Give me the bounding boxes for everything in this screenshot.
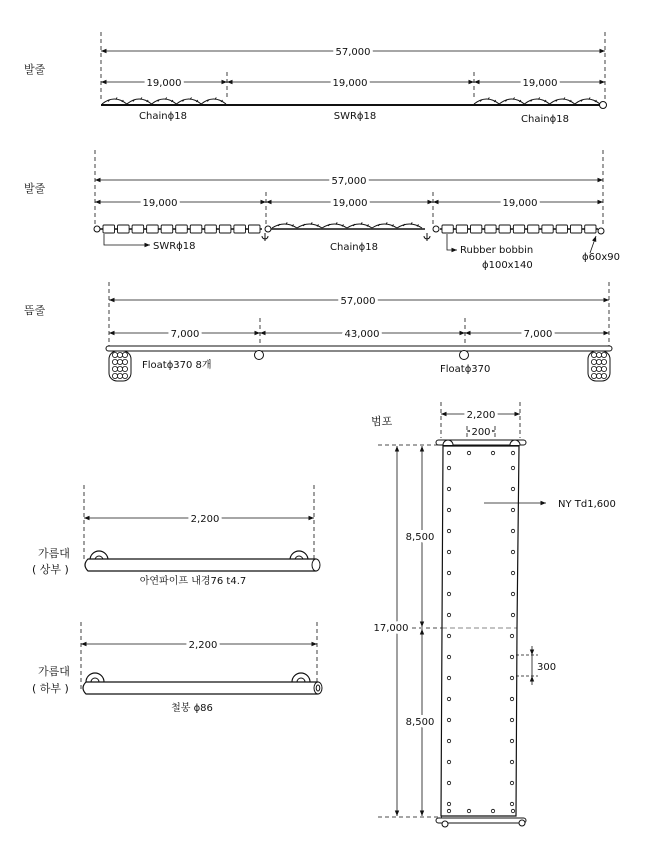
float-icon (255, 351, 264, 360)
rope1-label-mid: SWRϕ18 (333, 111, 377, 122)
rope2-seg3: 19,000 (502, 198, 538, 209)
float-rope-diagram (24, 282, 612, 381)
rope1-diagram (24, 32, 607, 125)
float-rope-line (106, 346, 612, 351)
rope2-label-bobbin: Rubber bobbin (460, 245, 534, 256)
float-bundle-left (109, 351, 131, 381)
bar-lower-side-label: 가름대 (38, 665, 70, 678)
bar-lower-dimension: 2,200 (188, 640, 218, 651)
rope1-side-label: 발줄 (24, 63, 46, 76)
sail-material: NY Td1,600 (558, 499, 616, 510)
bar-upper-side-label: 가름대 (38, 547, 70, 560)
rope2-side-label: 발줄 (24, 182, 46, 195)
shackle-icon (424, 233, 430, 241)
bar-upper-caption: 아연파이프 내경76 t4.7 (139, 576, 247, 587)
rope2-swr-bobbins (103, 225, 260, 233)
float-rope-seg3: 7,000 (523, 329, 553, 340)
sail-height-lower: 8,500 (405, 717, 435, 728)
rope1-seg3: 19,000 (522, 78, 558, 89)
sail-diagram (371, 402, 616, 827)
sail-height-total: 17,000 (373, 623, 409, 634)
float-rope-total: 57,000 (340, 296, 376, 307)
rope1-end-ring (600, 102, 607, 109)
rope2-seg1: 19,000 (142, 198, 178, 209)
sail-hole-pitch: 300 (537, 662, 557, 673)
sail-width: 2,200 (466, 410, 496, 421)
bar-upper-dimension: 2,200 (190, 514, 220, 525)
sail-hole-spacing: 200 (471, 427, 491, 438)
rope1-label-left: Chainϕ18 (139, 111, 187, 122)
bar-upper-side-sub: ( 상부 ) (32, 563, 69, 576)
rope2-label-chain: Chainϕ18 (330, 242, 378, 253)
rope2-seg2: 19,000 (332, 198, 368, 209)
rope1-seg2: 19,000 (332, 78, 368, 89)
shackle-icon (262, 233, 268, 241)
bar-upper-pipe (85, 559, 319, 571)
rope2-label-end: ϕ60x90 (582, 252, 620, 263)
float-rope-label-left: Floatϕ370 8개 (142, 360, 212, 371)
rope2-diagram (24, 150, 620, 271)
bar-upper-diagram (32, 485, 320, 587)
float-rope-seg1: 7,000 (170, 329, 200, 340)
rope2-rubber-bobbins (442, 225, 596, 233)
rope1-chain-right (474, 98, 600, 105)
sail-height-upper: 8,500 (405, 532, 435, 543)
rope2-chain (272, 222, 422, 228)
bar-lower-caption: 철봉 ϕ86 (171, 703, 213, 714)
rope2-label-swr: SWRϕ18 (153, 241, 196, 252)
bar-lower-diagram (32, 622, 322, 714)
bar-lower-rod (83, 682, 321, 694)
float-icon (460, 351, 469, 360)
rope1-label-right: Chainϕ18 (521, 114, 569, 125)
rope2-total: 57,000 (331, 176, 367, 187)
rope2-label-bobbin-size: ϕ100x140 (482, 260, 533, 271)
bar-lower-side-sub: ( 하부 ) (32, 682, 69, 695)
float-rope-seg2: 43,000 (344, 329, 380, 340)
float-rope-side-label: 뜸줄 (24, 304, 46, 317)
rope1-chain-left (102, 98, 226, 105)
rope1-seg1: 19,000 (146, 78, 182, 89)
sail-panel (441, 446, 519, 816)
rope1-total: 57,000 (335, 47, 371, 58)
sail-title: 범포 (371, 415, 393, 428)
float-rope-label-right: Floatϕ370 (440, 364, 491, 375)
float-bundle-right (588, 351, 610, 381)
